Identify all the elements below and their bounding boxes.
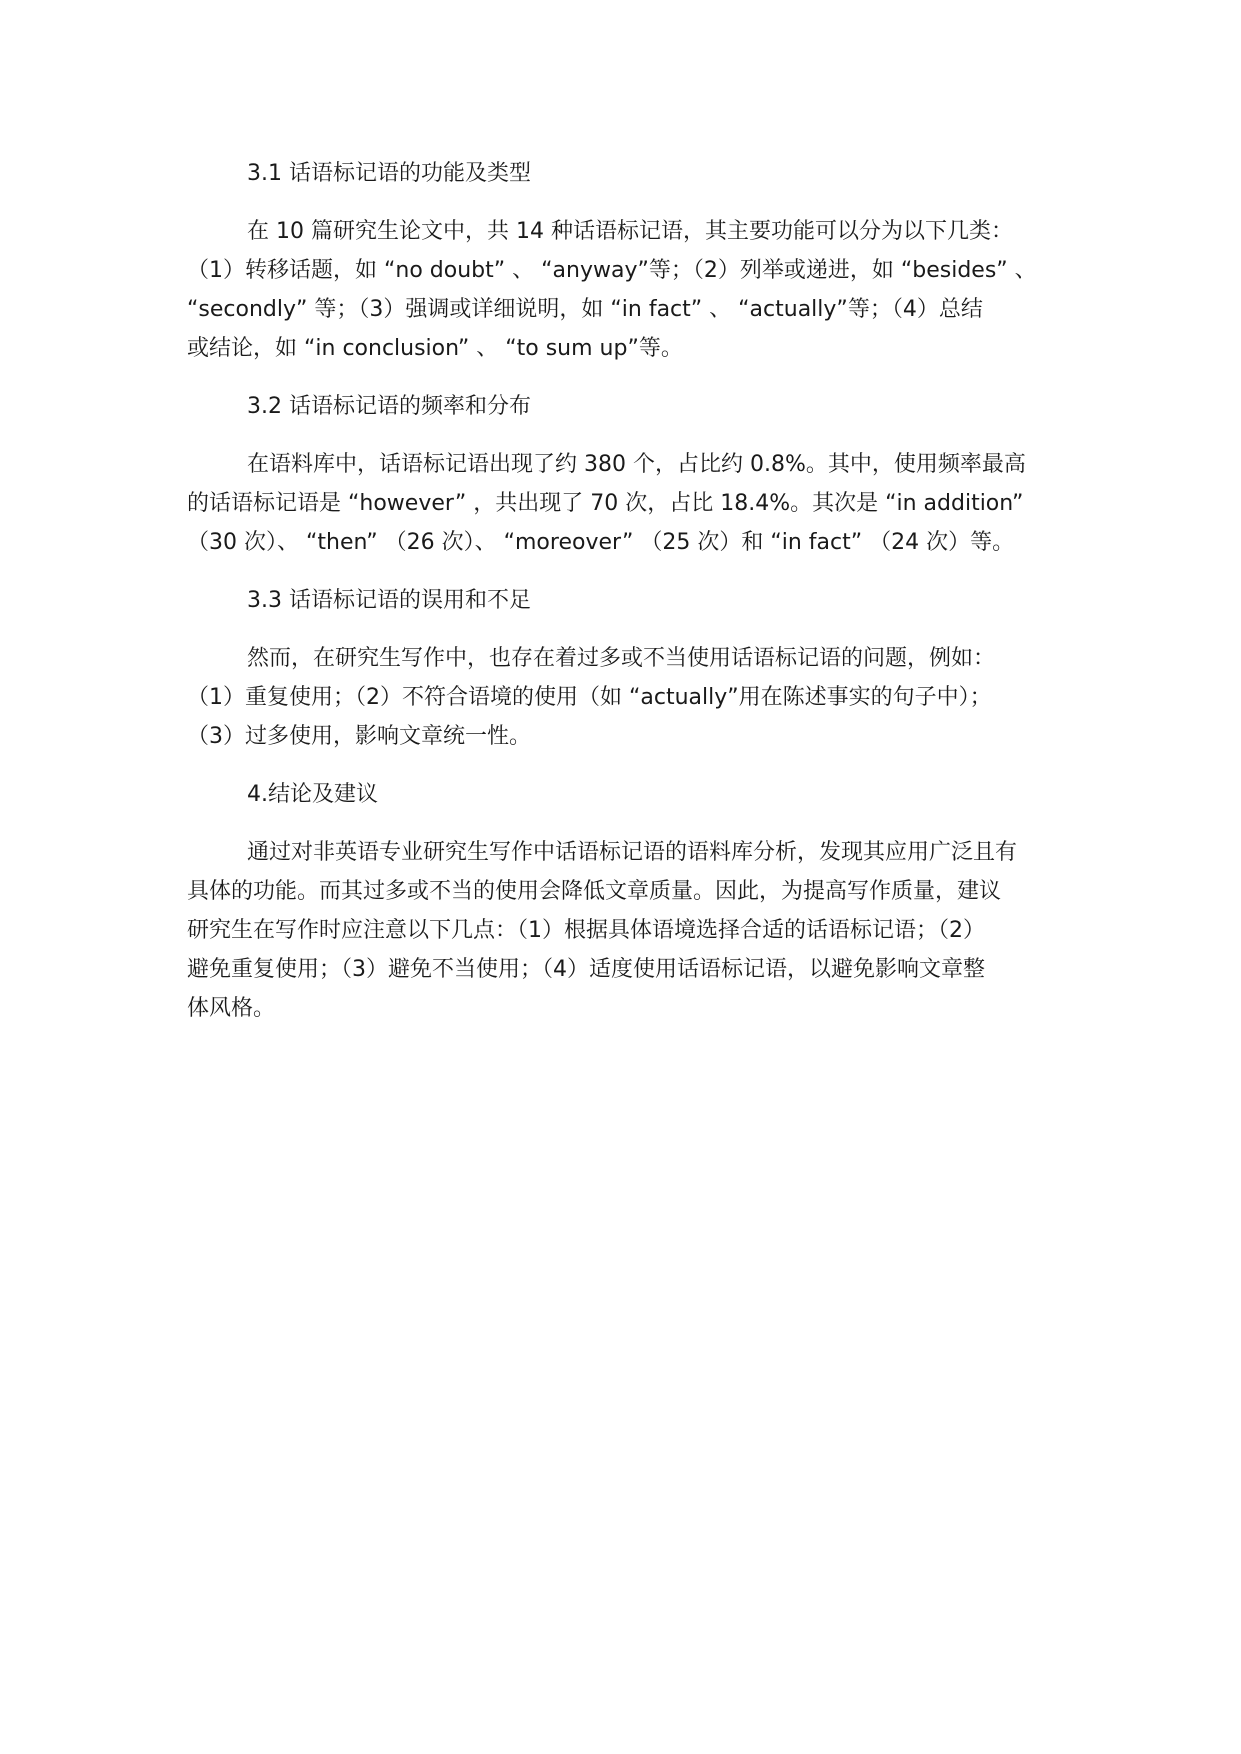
paragraph-line: 或结论，如 “in conclusion” 、 “to sum up”等。 <box>187 336 683 361</box>
spacer <box>187 193 1053 212</box>
paragraph-line: 研究生在写作时应注意以下几点：（1）根据具体语境选择合适的话语标记语；（2） <box>187 918 985 943</box>
section-heading-4: 4.结论及建议 <box>247 782 378 807</box>
section-paragraph-3-3 <box>187 639 1053 756</box>
paragraph-line: （3）过多使用，影响文章统一性。 <box>187 724 531 749</box>
spacer <box>187 368 1053 387</box>
paragraph-line: 在 10 篇研究生论文中，共 14 种话语标记语，其主要功能可以分为以下几类： <box>247 219 1013 244</box>
paragraph-line: （1）重复使用；（2）不符合语境的使用（如 “actually”用在陈述事实的句子中）； <box>187 685 992 710</box>
paragraph-line: 在语料库中，话语标记语出现了约 380 个，占比约 0.8%。其中，使用频率最高 <box>247 452 1026 477</box>
paragraph-line: “secondly” 等；（3）强调或详细说明，如 “in fact” 、 “actually”等；（4）总结 <box>187 297 983 322</box>
paragraph-line: （30 次）、 “then” （26 次）、 “moreover” （25 次）和 “in fact” （24 次）等。 <box>187 530 1015 555</box>
paragraph-line: 避免重复使用；（3）避免不当使用；（4）适度使用话语标记语，以避免影响文章整 <box>187 957 985 982</box>
spacer <box>187 814 1053 833</box>
spacer <box>187 562 1053 581</box>
spacer <box>187 756 1053 775</box>
section-heading-3-2: 3.2 话语标记语的频率和分布 <box>247 394 531 419</box>
section-paragraph-3-2 <box>187 445 1053 562</box>
section-heading-3-1: 3.1 话语标记语的功能及类型 <box>247 161 531 186</box>
spacer <box>187 620 1053 639</box>
section-heading-3-3: 3.3 话语标记语的误用和不足 <box>247 588 531 613</box>
spacer <box>187 426 1053 445</box>
paragraph-line: 的话语标记语是 “however” ，共出现了 70 次，占比 18.4%。其次是 “in addition” <box>187 491 1024 516</box>
section-paragraph-3-1 <box>187 212 1053 368</box>
paragraph-line: 通过对非英语专业研究生写作中话语标记语的语料库分析，发现其应用广泛且有 <box>247 840 1018 865</box>
paragraph-line: （1）转移话题，如 “no doubt” 、 “anyway”等；（2）列举或递进，如 “besides” 、 <box>187 258 1037 283</box>
document-body <box>187 154 1053 1028</box>
paragraph-line: 体风格。 <box>187 996 276 1021</box>
section-paragraph-4 <box>187 833 1053 1028</box>
paragraph-line: 具体的功能。而其过多或不当的使用会降低文章质量。因此，为提高写作质量，建议 <box>187 879 1002 904</box>
paragraph-line: 然而，在研究生写作中，也存在着过多或不当使用话语标记语的问题，例如： <box>247 646 996 671</box>
